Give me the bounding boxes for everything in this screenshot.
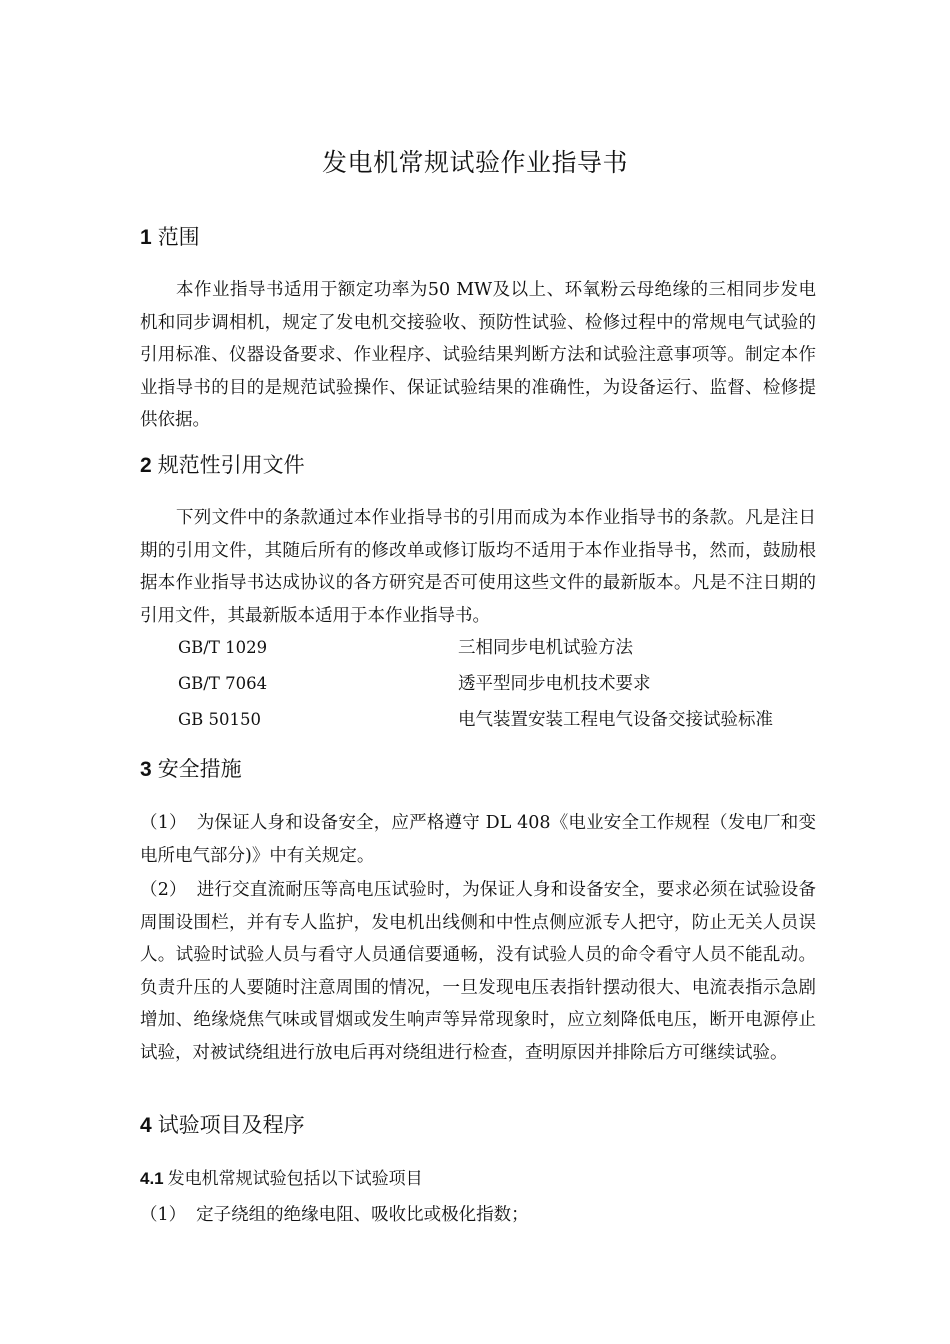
reference-row xyxy=(178,632,818,664)
section-3-heading xyxy=(140,754,242,785)
document-title: 发电机常规试验作业指导书 xyxy=(321,148,628,177)
section-4-heading xyxy=(140,1110,305,1141)
safety-item xyxy=(140,807,816,872)
section-4-number: 4 xyxy=(140,1114,152,1137)
reference-row xyxy=(178,704,818,736)
test-item xyxy=(140,1199,816,1232)
item-marker: （1） xyxy=(140,813,187,833)
item-text: 定子绕组的绝缘电阻、吸收比或极化指数； xyxy=(196,1205,529,1225)
item-marker: （1） xyxy=(140,1205,187,1225)
subsection-4-1-title: 发电机常规试验包括以下试验项目 xyxy=(167,1169,423,1189)
item-marker: （2） xyxy=(140,880,187,900)
reference-code: GB/T 1029 xyxy=(178,638,268,657)
section-1-title: 范围 xyxy=(157,225,200,249)
section-4-title: 试验项目及程序 xyxy=(157,1113,305,1137)
safety-item xyxy=(140,874,816,1069)
section-1-number: 1 xyxy=(140,226,152,249)
section-2-heading xyxy=(140,450,305,481)
reference-name: 三相同步电机试验方法 xyxy=(458,638,633,658)
reference-row xyxy=(178,668,818,700)
subsection-4-1-number: 4.1 xyxy=(140,1169,164,1188)
section-2-number: 2 xyxy=(140,454,152,477)
section-1-paragraph: 本作业指导书适用于额定功率为50 MW及以上、环氧粉云母绝缘的三相同步发电机和同步调相机，规定了发电机交接验收、预防性试验、检修过程中的常规电气试验的引用标准、仪器设备要求、作业程序、试验结果判断方法和试验注意事项等。制定本作业指导书的目的是规范试验操作、保证试验结果的准确性，为设备运行、监督、检修提供依据。 xyxy=(140,280,816,430)
reference-code: GB 50150 xyxy=(178,710,262,729)
section-2-paragraph: 下列文件中的条款通过本作业指导书的引用而成为本作业指导书的条款。凡是注日期的引用文件，其随后所有的修改单或修订版均不适用于本作业指导书，然而，鼓励根据本作业指导书达成协议的各方研究是否可使用这些文件的最新版本。凡是不注日期的引用文件，其最新版本适用于本作业指导书。 xyxy=(140,508,816,626)
item-text: 为保证人身和设备安全，应严格遵守 DL 408《电业安全工作规程（发电厂和变电所电气部分)》中有关规定。 xyxy=(140,813,816,866)
section-1-heading xyxy=(140,222,200,253)
section-3-number: 3 xyxy=(140,758,152,781)
reference-name: 电气装置安装工程电气设备交接试验标准 xyxy=(458,710,773,730)
section-2-title: 规范性引用文件 xyxy=(157,453,305,477)
reference-code: GB/T 7064 xyxy=(178,674,268,693)
reference-name: 透平型同步电机技术要求 xyxy=(458,674,651,694)
item-text: 进行交直流耐压等高电压试验时，为保证人身和设备安全，要求必须在试验设备周围设围栏，并有专人监护，发电机出线侧和中性点侧应派专人把守，防止无关人员误人。试验时试验人员与看守人员通信要通畅，没有试验人员的命令看守人员不能乱动。负责升压的人要随时注意周围的情况，一旦发现电压表指针摆动很大、电流表指示急剧增加、绝缘烧焦气味或冒烟或发生响声等异常现象时，应立刻降低电压，断开电源停止试验，对被试绕组进行放电后再对绕组进行检查，查明原因并排除后方可继续试验。 xyxy=(140,880,816,1063)
section-3-title: 安全措施 xyxy=(157,757,242,781)
subsection-4-1-heading xyxy=(140,1166,423,1192)
